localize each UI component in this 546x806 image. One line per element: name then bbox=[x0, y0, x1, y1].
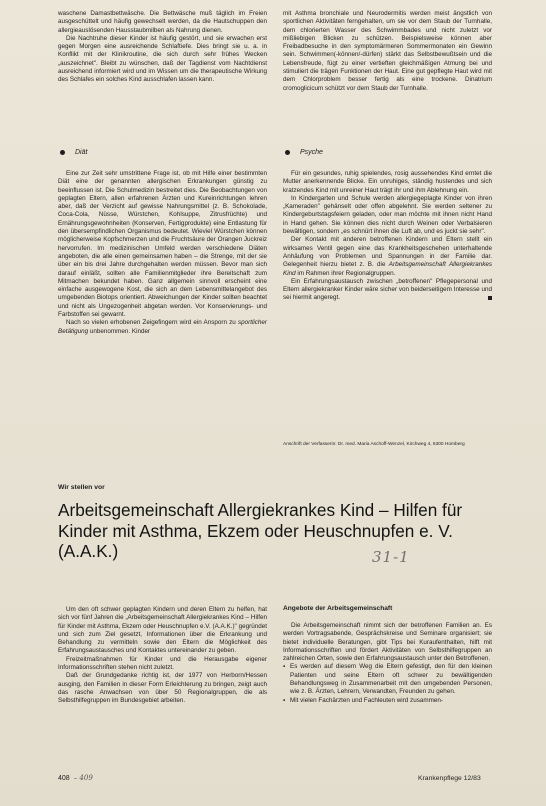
paragraph: Der Kontakt mit anderen betroffenen Kindern und Eltern stellt ein wirksames Ventil gegen eine das Krankheitsgeschehen unterhaltende Anhäufung von Problemen und Spannungen in der Familie dar. Gelegenheit hierzu bietet z. B. die Arbeitsgemeinschaft Allergiekrankes Kind im Rahmen ihrer Regionalgruppen. bbox=[283, 236, 492, 277]
end-mark-icon bbox=[488, 296, 492, 300]
paragraph: Die Nachtruhe dieser Kinder ist häufig gestört, und sie erwachen erst gegen Morgen eine ausreichende Schlaftiefe. Dies bringt sie u. a. in Konflikt mit der Klinikroutine, die sich durch sehr frühes Wecken „auszeichnet". Bleibt zu wünschen, daß der Tagdienst vom Nachtdienst ausreichend informiert wird und im Wissen um die therapeutische Wirkung des Schlafes ein solches Kind ausschlafen lassen kann. bbox=[58, 34, 267, 84]
paragraph: Daß der Grundgedanke richtig ist, der 1977 von Herborn/Hessen ausging, den Familien in dieser Form Erleichterung zu bringen, zeigt auch das rasche Anwachsen von über 50 Regionalgruppen, die als Selbsthilfegruppen im Bundesgebiet arbeiten. bbox=[58, 672, 267, 705]
paragraph: Eine zur Zeit sehr umstrittene Frage ist, ob mit Hilfe einer bestimmten Diät eine der genannten allergischen Erkrankungen günstig zu beeinflussen ist. Die Schulmedizin bestreitet dies. Die Beobachtungen von geplagten Eltern, allen erfahrenen Ärzten und Kureinrichtungen lehren aber, daß der Verzicht auf gewisse Nahrungsmittel (z. B. Schokolade, Coca-Cola, Nüsse, Würstchen, Kohlsuppe, Zitrusfrüchte) und Ernährungsgewohnheiten (Konserven, Fertigprodukte) eine Entlastung für den übersempfindlichen Organismus bedeutet. Wieviel Würstchen können möglicherweise Kopfschmerzen und die Fruchtsäure der Orangen Juckreiz hervorrufen. Im medizinischen Umfeld werden verschiedene Diäten angeboten, die alle einen gemeinsamen haben – die Strenge, mit der sie über ein bis drei Jahre durchgehalten werden müssen. Bevor man sich darauf einläßt, sollten alle Familienmitglieder ihre Bereitschaft zum Mitmachen bekundet haben. Ganz allgemein sinnvoll erscheint eine einfache ausgewogene Kost, die sich an dem Lebensmittelangebot des umgebenden Biotops orientiert. Abweichungen der Kinder sollten beachtet und nicht als Ungezogenheit abgetan werden. Vor Konservierungs- und Farbstoffen sei gewarnt. bbox=[58, 170, 267, 319]
paragraph: mit Asthma bronchiale und Neurodermitis werden meist ängstlich von sportlichen Aktivitäten ferngehalten, um sie vor dem Staub der Turnhalle, dem chlorierten Wasser des Schwimmbades und nicht zuletzt vor mißliebigen Blicken zu schützen. Beispielsweise können aber Freibadbesuche in den symptomärmeren Sommermonaten ein Gewinn sein. Schwimmen(-können/-dürfen) stärkt das Selbstbewußtsein und die Lebensfreude, fügt zu einer vertieften gleichmäßigen Atmung bei und stimuliert die trägen Funktionen der Haut. Eine gut gepflegte Haut wird mit dem Chlorproblem besser fertig als eine trockene. Dinatrium cromoglicicum schützt vor dem Staub der Turnhalle. bbox=[283, 10, 492, 92]
upper-left-column bbox=[58, 10, 267, 85]
paragraph: In Kindergarten und Schule werden allergiegeplagte Kinder von ihren „Kameraden" gehänselt oder offen abgelehnt. Sie werden seltener zu Kindergeburtstagsfeiern geladen, oder man möchte mit ihnen nicht Hand in Hand gehen. Sie können dies nicht durch Weinen oder Verbalsieren bewältigen, sondern „es schnürt ihnen die Luft ab, und es juckt sie sehr". bbox=[283, 194, 492, 236]
bullet-item: ▪ Es werden auf diesem Weg die Eltern gefestigt, den für den kleinen Patienten und seine Eltern oft schwer zu bewältigenden Behandlungsweg in Zusammenarbeit mit den umgebenden Personen, wie z. B. Ärzten, Lehrern, Verwandten, Freunden zu gehen. bbox=[283, 663, 492, 696]
paragraph: Für ein gesundes, ruhig spielendes, rosig aussehendes Kind erntet die Mutter anerkennende Blicke. Ein unruhiges, ständig hustendes und sich kratzendes Kind mit unreiner Haut trägt ihr und ihm Ablehnung ein. bbox=[283, 170, 492, 194]
upper-right-column bbox=[283, 10, 492, 93]
paragraph: Um den oft schwer geplagten Kindern und deren Eltern zu helfen, hat sich vor fünf Jahren die „Arbeitsgemeinschaft Allergiekrankes Kind – Hilfen für Kinder mit Asthma, Ekzem oder Heuschnupfen e.V. (A.A.K.)" gegründet und sich zum Ziel gesetzt, Informationen über die Erkrankung und Behandlung zu vermitteln sowie den Eltern die Möglichkeit des Erfahrungsaustausches und Kontaktes untereinander zu geben. bbox=[58, 606, 267, 655]
bullet-icon bbox=[60, 150, 65, 155]
bullet-item: ▪ Mit vielen Fachärzten und Fachleuten wird zusammen- bbox=[283, 697, 492, 705]
page-number: 408 – 409 bbox=[58, 774, 93, 782]
bullet-icon bbox=[285, 150, 290, 155]
handwritten-note: 31-1 bbox=[372, 548, 410, 566]
handwritten-page-number: – 409 bbox=[73, 774, 93, 782]
journal-name: Krankenpflege 12/83 bbox=[418, 775, 481, 782]
author-address: Anschrift der Verfasserin: Dr. med. Maria Aschoff-Wenzel, Kirchweg 4, 6300 Homberg bbox=[283, 442, 465, 447]
paragraph: Freizeitmaßnahmen für Kinder und die Herausgabe eigener Informationsschriften stehen nicht zuletzt. bbox=[58, 655, 267, 672]
lower-left-column bbox=[58, 606, 267, 706]
psyche-column bbox=[283, 170, 492, 303]
paragraph: Die Arbeitsgemeinschaft nimmt sich der betroffenen Familien an. Es werden Vortragsabende, Gesprächskreise und Seminare organisiert; sie bietet individuelle Beratungen, gibt Tips bei Kuraufenthalten, hilft mit Informationsschriften und fördert Aktivitäten von Selbsthilfegruppen an zahlreichen Orten, sowie den Erfahrungsaustausch unter den Betroffenen. bbox=[283, 622, 492, 663]
paragraph: Nach so vielen erhobenen Zeigefingern wird ein Ansporn zu sportlicher Betätigung unbenommen. Kinder bbox=[58, 319, 267, 335]
paragraph: Ein Erfahrungsaustausch zwischen „betroffenen" Pflegepersonal und Eltern allergiekranker Kinder wäre sicher von beiderseitigem Interesse und sei hiermit angeregt. bbox=[283, 277, 492, 302]
diet-column bbox=[58, 170, 267, 336]
kicker: Wir stellen vor bbox=[58, 484, 105, 491]
section-heading-diet: Diät bbox=[60, 148, 87, 157]
lower-right-column bbox=[283, 622, 492, 705]
article-title: Arbeitsgemeinschaft Allergiekrankes Kind – Hilfen für Kinder mit Asthma, Ekzem oder Heuschnupfen e. V. (A.A.K.) bbox=[58, 500, 463, 561]
section-heading-psyche: Psyche bbox=[285, 148, 323, 157]
section-heading-offers: Angebote der Arbeitsgemeinschaft bbox=[283, 605, 393, 612]
paragraph: waschene Damastbettwäsche. Die Bettwäsche muß täglich im Freien ausgeschüttelt und häufig gewechselt werden, da die Hautschuppen den allergieauslösenden Hausstaubmilben als Nahrung dienen. bbox=[58, 10, 267, 34]
